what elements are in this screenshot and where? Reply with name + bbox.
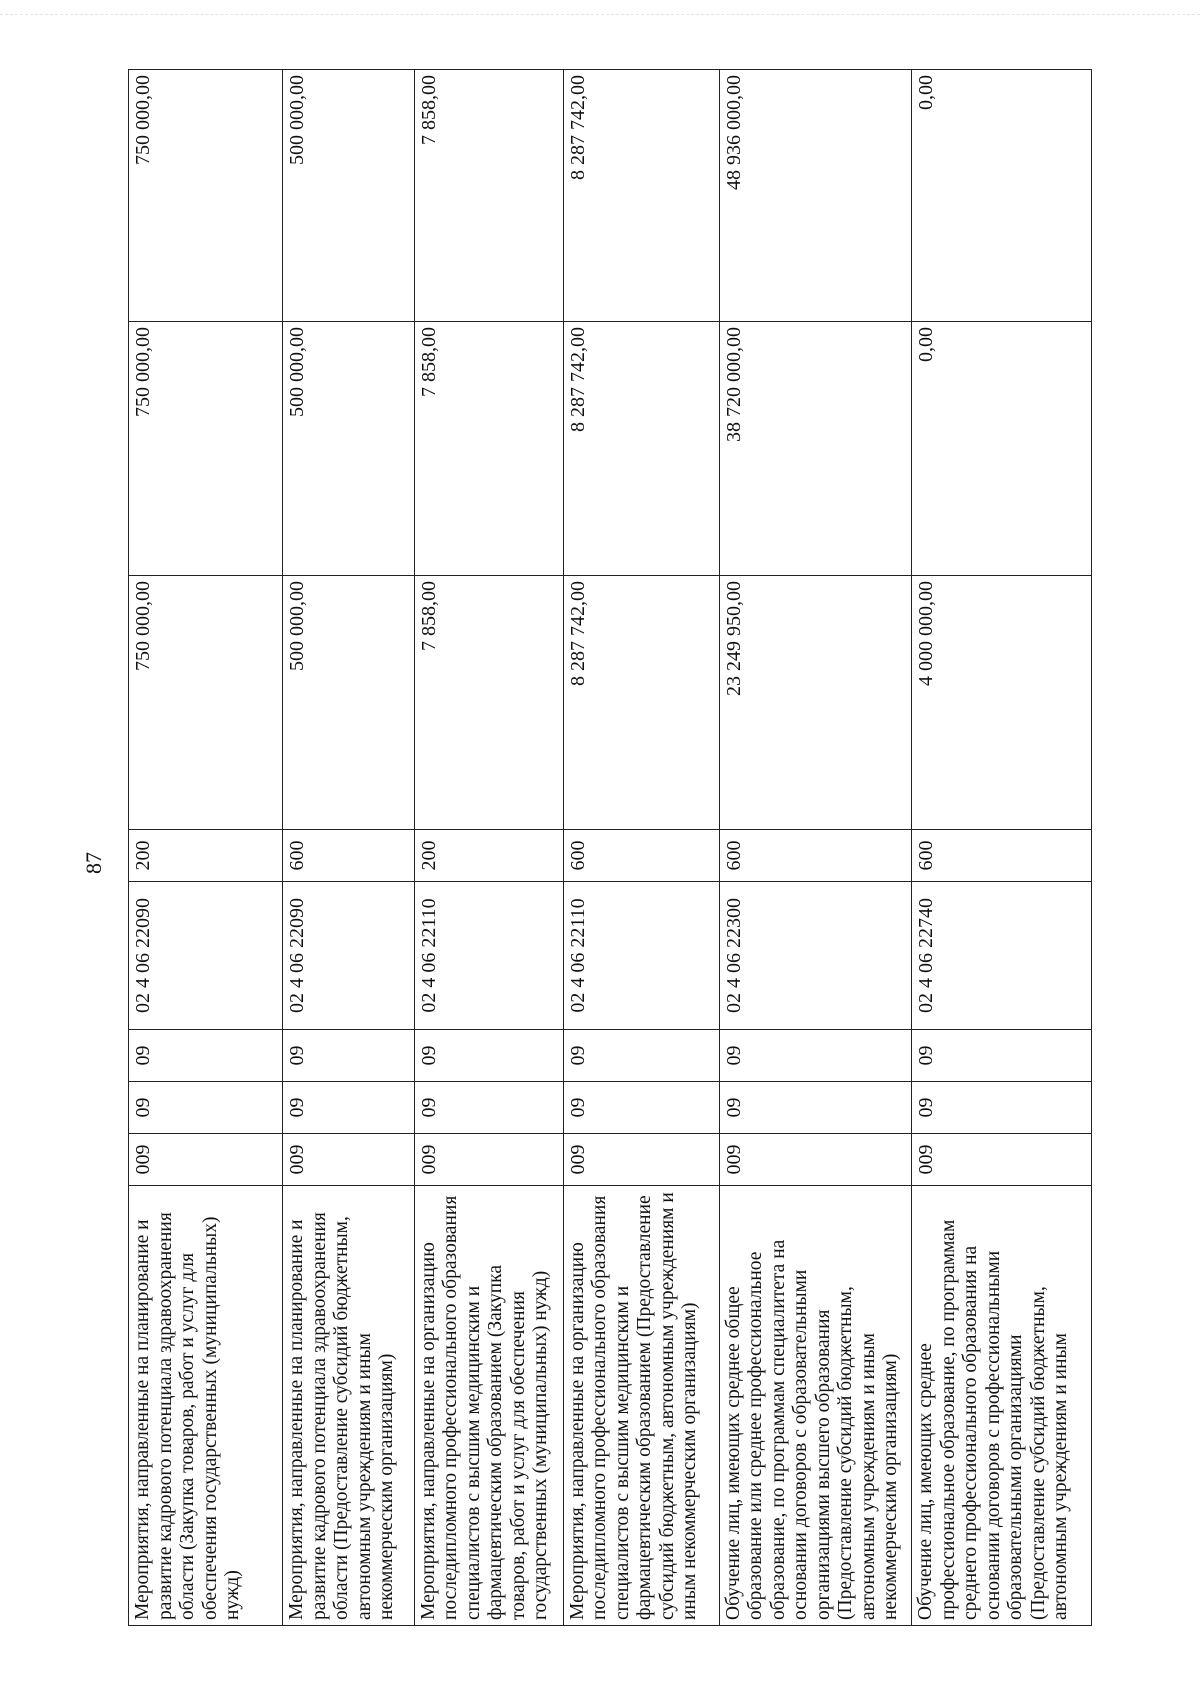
target-article-code: 02 4 06 22110 xyxy=(563,882,719,1030)
row-description: Мероприятия, направленные на организацию последипломного профессионального образования специалистов с высшим медицинским и фармацевтическим образованием (Предоставление субсидий бюджетным, автономным учреждениям и иным некоммерческим организациям) xyxy=(563,1186,719,1626)
budget-table xyxy=(128,69,1092,1626)
table-row xyxy=(283,70,415,1626)
rotated-budget-table-wrapper xyxy=(128,70,1092,1626)
page-number: 87 xyxy=(81,852,106,874)
ministry-code: 009 xyxy=(414,1134,563,1186)
table-row xyxy=(912,70,1092,1626)
amount-year-1: 23 249 950,00 xyxy=(719,576,911,830)
row-description: Мероприятия, направленные на планирование и развитие кадрового потенциала здравоохранения области (Закупка товаров, работ и услуг для обеспечения государственных (муниципальных) нужд) xyxy=(129,1186,283,1626)
ministry-code: 009 xyxy=(129,1134,283,1186)
section-code: 09 xyxy=(719,1082,911,1134)
amount-year-1: 500 000,00 xyxy=(283,576,415,830)
table-row xyxy=(719,70,911,1626)
section-code: 09 xyxy=(414,1082,563,1134)
row-description: Обучение лиц, имеющих среднее общее образование или среднее профессиональное образование, по программам специалитета на основании договоров с образовательными организациями высшего образования (Предоставление субсидий бюджетным, автономным учреждениям и иным некоммерческим организациям) xyxy=(719,1186,911,1626)
target-article-code: 02 4 06 22300 xyxy=(719,882,911,1030)
subsection-code: 09 xyxy=(912,1030,1092,1082)
section-code: 09 xyxy=(563,1082,719,1134)
amount-year-2: 38 720 000,00 xyxy=(719,322,911,576)
amount-year-3: 8 287 742,00 xyxy=(563,70,719,322)
subsection-code: 09 xyxy=(129,1030,283,1082)
expense-type-code: 200 xyxy=(414,830,563,882)
amount-year-3: 500 000,00 xyxy=(283,70,415,322)
target-article-code: 02 4 06 22740 xyxy=(912,882,1092,1030)
amount-year-1: 8 287 742,00 xyxy=(563,576,719,830)
subsection-code: 09 xyxy=(563,1030,719,1082)
row-description: Мероприятия, направленные на организацию последипломного профессионального образования специалистов с высшим медицинским и фармацевтическим образованием (Закупка товаров, работ и услуг для обеспечения государственных (муниципальных) нужд) xyxy=(414,1186,563,1626)
target-article-code: 02 4 06 22090 xyxy=(129,882,283,1030)
expense-type-code: 200 xyxy=(129,830,283,882)
table-row xyxy=(129,70,283,1626)
expense-type-code: 600 xyxy=(719,830,911,882)
expense-type-code: 600 xyxy=(563,830,719,882)
section-code: 09 xyxy=(283,1082,415,1134)
amount-year-2: 7 858,00 xyxy=(414,322,563,576)
subsection-code: 09 xyxy=(719,1030,911,1082)
ministry-code: 009 xyxy=(912,1134,1092,1186)
ministry-code: 009 xyxy=(283,1134,415,1186)
ministry-code: 009 xyxy=(563,1134,719,1186)
amount-year-3: 48 936 000,00 xyxy=(719,70,911,322)
amount-year-1: 750 000,00 xyxy=(129,576,283,830)
expense-type-code: 600 xyxy=(283,830,415,882)
subsection-code: 09 xyxy=(283,1030,415,1082)
amount-year-2: 8 287 742,00 xyxy=(563,322,719,576)
row-description: Мероприятия, направленные на планирование и развитие кадрового потенциала здравоохранения области (Предоставление субсидий бюджетным, автономным учреждениям и иным некоммерческим организациям) xyxy=(283,1186,415,1626)
amount-year-3: 7 858,00 xyxy=(414,70,563,322)
amount-year-1: 7 858,00 xyxy=(414,576,563,830)
target-article-code: 02 4 06 22110 xyxy=(414,882,563,1030)
row-description: Обучение лиц, имеющих среднее профессиональное образование, по программам среднего профессионального образования на основании договоров с профессиональными образовательными организациями (Предоставление субсидий бюджетным, автономным учреждениям и иным xyxy=(912,1186,1092,1626)
expense-type-code: 600 xyxy=(912,830,1092,882)
amount-year-2: 500 000,00 xyxy=(283,322,415,576)
table-row xyxy=(414,70,563,1626)
amount-year-3: 750 000,00 xyxy=(129,70,283,322)
amount-year-1: 4 000 000,00 xyxy=(912,576,1092,830)
amount-year-2: 0,00 xyxy=(912,322,1092,576)
table-row xyxy=(563,70,719,1626)
subsection-code: 09 xyxy=(414,1030,563,1082)
amount-year-3: 0,00 xyxy=(912,70,1092,322)
amount-year-2: 750 000,00 xyxy=(129,322,283,576)
target-article-code: 02 4 06 22090 xyxy=(283,882,415,1030)
section-code: 09 xyxy=(129,1082,283,1134)
section-code: 09 xyxy=(912,1082,1092,1134)
ministry-code: 009 xyxy=(719,1134,911,1186)
scan-edge xyxy=(0,0,1200,15)
